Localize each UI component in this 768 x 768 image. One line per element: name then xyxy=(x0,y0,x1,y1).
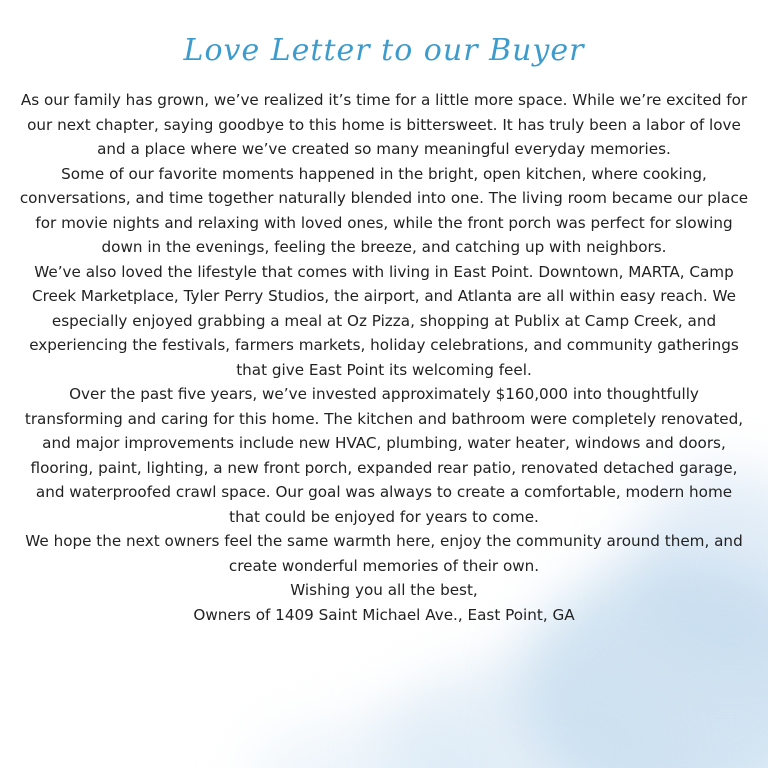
paragraph-east-point: We’ve also loved the lifestyle that comes with living in East Point. Downtown, MARTA, Camp Creek Marketplace, Tyler Perry Studios, the airport, and Atlanta are all within easy reach. We especially enjoyed grabbing a meal at Oz Pizza, shopping at Publix at Camp Creek, and experiencing the festivals, farmers markets, holiday celebrations, and community gatherings that give East Point its welcoming feel. xyxy=(29,262,739,379)
signature-line: Owners of 1409 Saint Michael Ave., East Point, GA xyxy=(193,605,575,624)
paragraph-next-owners: We hope the next owners feel the same warmth here, enjoy the community around them, and create wonderful memories of their own. xyxy=(25,532,743,575)
paragraph-moving: As our family has grown, we’ve realized it’s time for a little more space. While we’re excited for our next chapter, saying goodbye to this home is bittersweet. It has truly been a labor of love and a place where we’ve created so many meaningful everyday memories. xyxy=(20,91,748,158)
letter-title: Love Letter to our Buyer xyxy=(183,33,585,68)
closing-line: Wishing you all the best, xyxy=(290,581,478,599)
paragraph-improvements: Over the past five years, we’ve invested approximately $160,000 into thoughtfully transforming and caring for this home. The kitchen and bathroom were completely renovated, and major improvements include new HVAC, plumbing, water heater, windows and doors, flooring, paint, lighting, a new front porch, expanded rear patio, renovated detached garage, and waterproofed crawl space. Our goal was always to create a comfortable, modern home that could be enjoyed for years to come. xyxy=(24,385,744,526)
letter-body xyxy=(19,88,749,627)
paragraph-favorite-moments: Some of our favorite moments happened in the bright, open kitchen, where cooking, conversations, and time together naturally blended into one. The living room became our place for movie nights and relaxing with loved ones, while the front porch was perfect for slowing down in the evenings, feeling the breeze, and catching up with neighbors. xyxy=(19,164,749,256)
